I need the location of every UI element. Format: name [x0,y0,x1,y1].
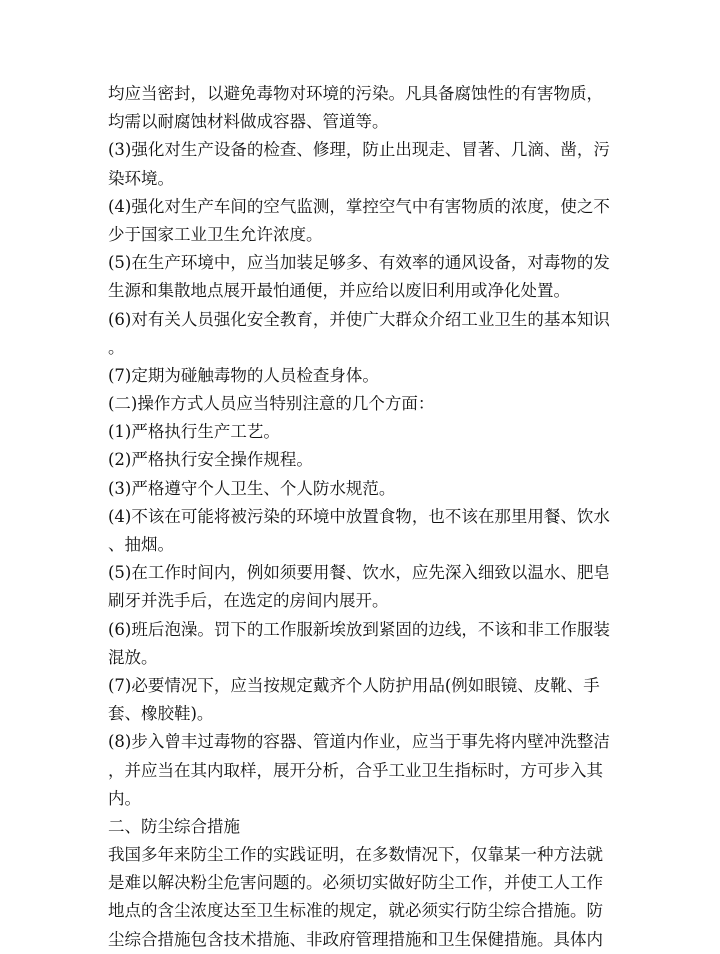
text-line: (1)严格执行生产工艺。 [108,422,280,442]
text-line: 均需以耐腐蚀材料做成容器、管道等。 [108,112,389,132]
text-line: 尘综合措施包含技术措施、非政府管理措施和卫生保健措施。具体内 [108,929,603,949]
text-line: (3)严格遵守个人卫生、个人防水规范。 [108,478,396,498]
text-line: 是难以解决粉尘危害问题的。必须切实做好防尘工作，并使工人工作 [108,873,603,893]
text-line: 染环境。 [108,168,174,188]
text-line: 生源和集散地点展开最怕通便，并应给以废旧利用或净化处置。 [108,281,570,301]
text-line: (8)步入曾丰过毒物的容器、管道内作业，应当于事先将内壁冲洗整洁 [108,732,610,752]
section-heading: (二)操作方式人员应当特别注意的几个方面： [108,394,435,414]
text-line: (3)强化对生产设备的检查、修理，防止出现走、冒著、几滴、凿，污 [108,140,610,160]
text-line: (6)对有关人员强化安全教育，并使广大群众介绍工业卫生的基本知识 [108,309,610,329]
text-line: 少于国家工业卫生允许浓度。 [108,224,323,244]
text-line: 刷牙并洗手后，在选定的房间内展开。 [108,591,389,611]
text-line: (7)必要情况下，应当按规定戴齐个人防护用品(例如眼镜、皮靴、手 [108,675,600,695]
text-line: 内。 [108,788,141,808]
text-line: (4)强化对生产车间的空气监测，掌控空气中有害物质的浓度，使之不 [108,196,610,216]
section-heading: 二、防尘综合措施 [108,816,240,836]
text-line: 。 [108,337,125,357]
document-text-block [108,80,618,954]
text-line: 、抽烟。 [108,535,174,554]
text-line: (5)在工作时间内，例如须要用餐、饮水，应先深入细致以温水、肥皂 [108,563,610,583]
text-line: 我国多年来防尘工作的实践证明，在多数情况下，仅靠某一种方法就 [108,845,603,865]
text-line: 套、橡胶鞋)。 [108,704,214,724]
text-line: (2)严格执行安全操作规程。 [108,450,313,470]
text-line: 均应当密封，以避免毒物对环境的污染。凡具备腐蚀性的有害物质， [108,84,603,103]
text-line: (4)不该在可能将被污染的环境中放置食物，也不该在那里用餐、饮水 [108,506,610,526]
text-line: ，并应当在其内取样，展开分析，合乎工业卫生指标时，方可步入其 [108,760,603,780]
text-line: (7)定期为碰触毒物的人员检查身体。 [108,365,379,385]
text-line: (6)班后泡澡。罚下的工作服新埃放到紧固的边线，不该和非工作服装 [108,619,610,639]
text-line: (5)在生产环境中，应当加装足够多、有效率的通风设备，对毒物的发 [108,253,610,273]
text-line: 地点的含尘浓度达至卫生标准的规定，就必须实行防尘综合措施。防 [108,901,603,921]
text-line: 混放。 [108,647,158,667]
